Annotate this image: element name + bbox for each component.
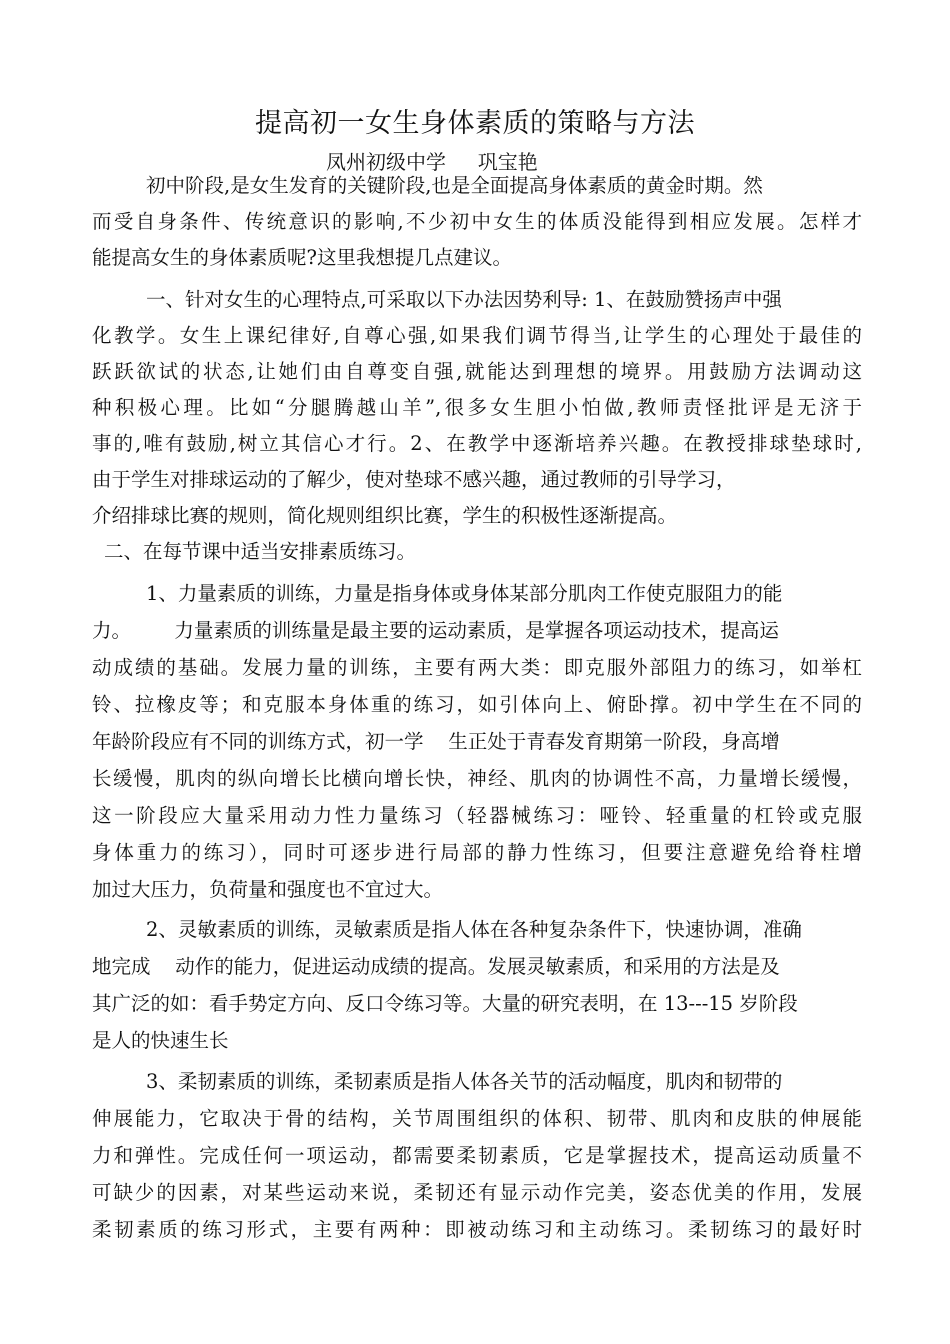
text-line: 化教学。女生上课纪律好,自尊心强,如果我们调节得当,让学生的心理处于最佳的 (92, 324, 862, 347)
text-line: 由于学生对排球运动的了解少，使对垫球不感兴趣，通过教师的引导学习， (92, 468, 736, 491)
text-line: 1、力量素质的训练，力量是指身体或身体某部分肌肉工作使克服阻力的能 (146, 582, 783, 605)
text-line: 加过大压力，负荷量和强度也不宜过大。 (92, 878, 444, 901)
text-line: 力。 力量素质的训练量是最主要的运动素质，是掌握各项运动技术，提高运 (92, 619, 779, 642)
text-line: 长缓慢，肌肉的纵向增长比横向增长快，神经、肌肉的协调性不高，力量增长缓慢， (92, 767, 862, 790)
text-line: 地完成 动作的能力，促进运动成绩的提高。发展灵敏素质，和采用的方法是及 (92, 955, 780, 978)
text-line: 种积极心理。比如“分腿腾越山羊”,很多女生胆小怕做,教师责怪批评是无济于 (92, 396, 862, 419)
text-line: 事的,唯有鼓励,树立其信心才行。2、在教学中逐渐培养兴趣。在教授排球垫球时, (92, 432, 862, 455)
text-line: 这一阶段应大量采用动力性力量练习（轻器械练习：哑铃、轻重量的杠铃或克服 (92, 804, 862, 827)
text-line: 3、柔韧素质的训练，柔韧素质是指人体各关节的活动幅度，肌肉和韧带的 (146, 1070, 783, 1093)
text-line: 能提高女生的身体素质呢?这里我想提几点建议。 (92, 246, 512, 269)
text-line: 介绍排球比赛的规则，简化规则组织比赛，学生的积极性逐渐提高。 (92, 504, 678, 527)
text-line: 一、针对女生的心理特点,可采取以下办法因势利导: 1、在鼓励赞扬声中强 (146, 288, 782, 311)
text-line: 初中阶段,是女生发育的关键阶段,也是全面提高身体素质的黄金时期。然 (146, 174, 763, 197)
text-line: 其广泛的如：看手势定方向、反口令练习等。大量的研究表明，在 13---15 岁阶段 (92, 992, 798, 1015)
text-line: 跃跃欲试的状态,让她们由自尊变自强,就能达到理想的境界。用鼓励方法调动这 (92, 360, 862, 383)
text-line: 伸展能力，它取决于骨的结构，关节周围组织的体积、韧带、肌肉和皮肤的伸展能 (92, 1107, 862, 1130)
text-line: 柔韧素质的练习形式，主要有两种：即被动练习和主动练习。柔韧练习的最好时 (92, 1218, 862, 1241)
text-line: 年龄阶段应有不同的训练方式，初一学 生正处于青春发育期第一阶段，身高增 (92, 730, 780, 753)
text-line: 力和弹性。完成任何一项运动，都需要柔韧素质，它是掌握技术，提高运动质量不 (92, 1144, 862, 1167)
text-line: 铃、拉橡皮等；和克服本身体重的练习，如引体向上、俯卧撑。初中学生在不同的 (92, 693, 862, 716)
text-line: 而受自身条件、传统意识的影响,不少初中女生的体质没能得到相应发展。怎样才 (92, 210, 862, 233)
document-title: 提高初一女生身体素质的策略与方法 (255, 108, 695, 139)
text-line: 是人的快速生长 (92, 1029, 229, 1052)
text-line: 动成绩的基础。发展力量的训练，主要有两大类：即克服外部阻力的练习，如举杠 (92, 656, 862, 679)
text-line: 身体重力的练习），同时可逐步进行局部的静力性练习，但要注意避免给脊柱增 (92, 841, 862, 864)
section-heading: 二、在每节课中适当安排素质练习。 (104, 540, 417, 563)
author-line: 凤州初级中学 巩宝艳 (326, 150, 538, 174)
text-line: 可缺少的因素，对某些运动来说，柔韧还有显示动作完美，姿态优美的作用，发展 (92, 1181, 862, 1204)
text-line: 2、灵敏素质的训练，灵敏素质是指人体在各种复杂条件下，快速协调，准确 (146, 918, 802, 941)
